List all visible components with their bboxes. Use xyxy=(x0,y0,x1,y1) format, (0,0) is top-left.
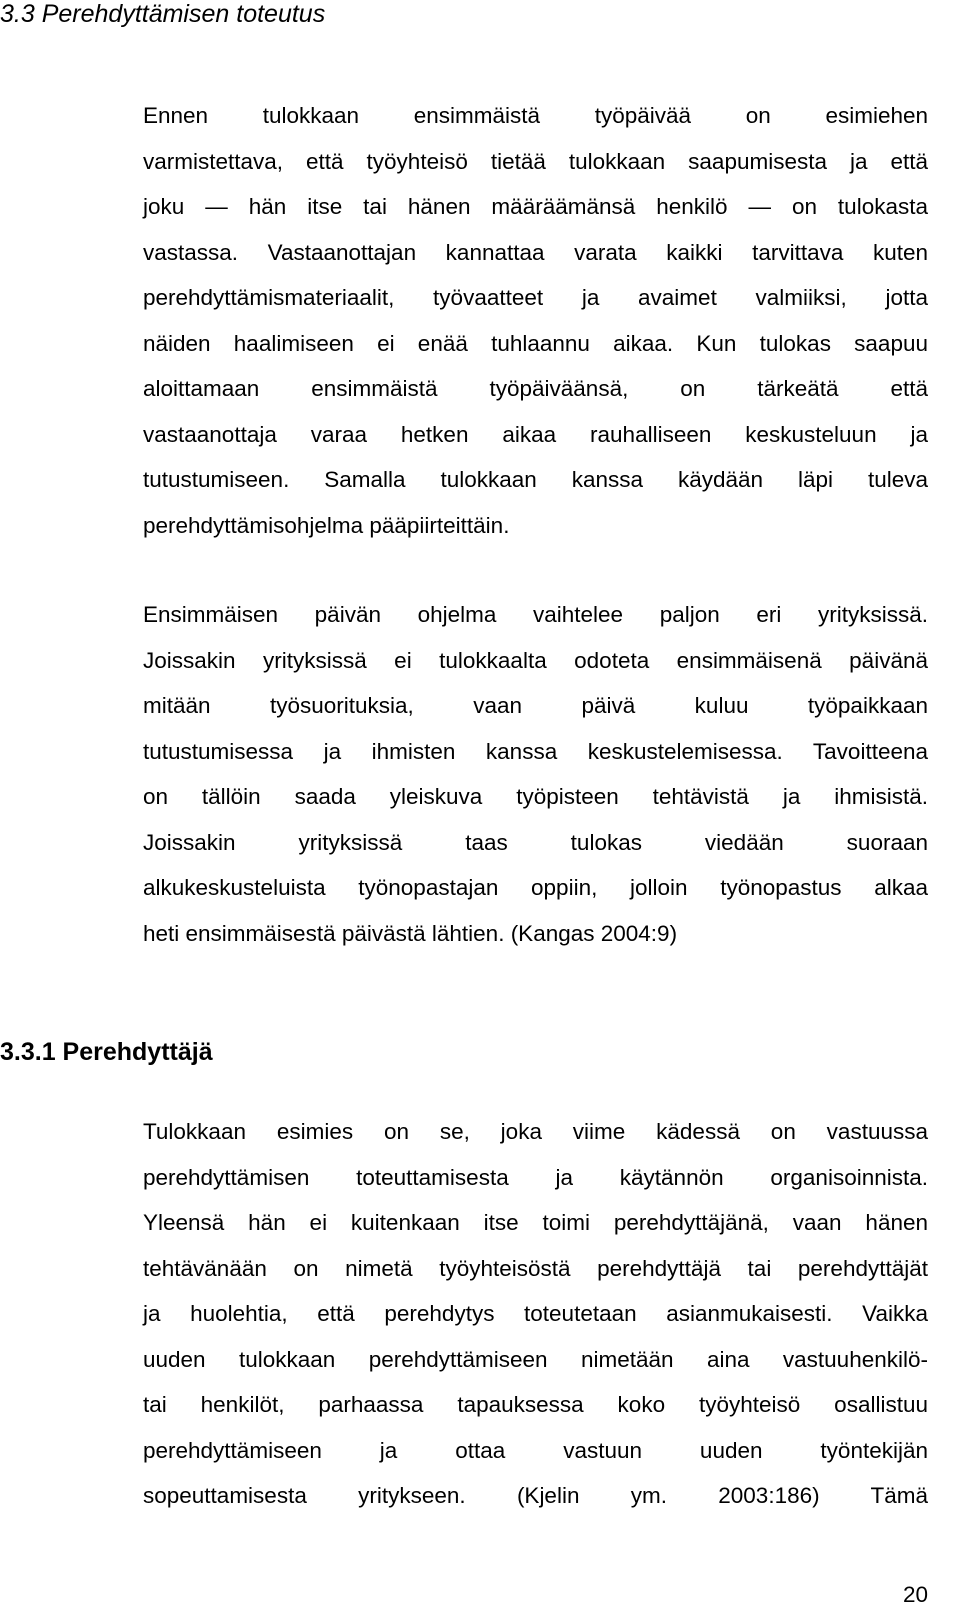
text-line: aloittamaan ensimmäistä työpäiväänsä, on tärkeätä että xyxy=(143,376,928,401)
text-line: vastassa. Vastaanottajan kannattaa varata kaikki tarvittava kuten xyxy=(143,239,928,265)
text-line: tutustumisessa ja ihmisten kanssa keskustelemisessa. Tavoitteena xyxy=(143,738,928,764)
text-line: varmistettava, että työyhteisö tietää tulokkaan saapumisesta ja että xyxy=(143,148,928,174)
paragraph-2 xyxy=(143,592,928,956)
text-line: Yleensä hän ei kuitenkaan itse toimi perehdyttäjänä, vaan hänen xyxy=(143,1210,928,1235)
text-line: tai henkilöt, parhaassa tapauksessa koko työyhteisö osallistuu xyxy=(143,1392,928,1417)
text-line: vastaanottaja varaa hetken aikaa rauhalliseen keskusteluun ja xyxy=(143,421,928,447)
text-line: Joissakin yrityksissä taas tulokas viedään suoraan xyxy=(143,829,928,855)
text-line: näiden haalimiseen ei enää tuhlaannu aikaa. Kun tulokas saapuu xyxy=(143,330,928,356)
text-line: Ennen tulokkaan ensimmäistä työpäivää on esimiehen xyxy=(143,103,928,128)
section-heading: 3.3 Perehdyttämisen toteutus xyxy=(0,0,326,28)
paragraph-1 xyxy=(143,93,928,548)
text-line: joku — hän itse tai hänen määräämänsä henkilö — on tulokasta xyxy=(143,194,928,219)
text-line: mitään työsuorituksia, vaan päivä kuluu työpaikkaan xyxy=(143,693,928,718)
text-line: tehtävänään on nimetä työyhteisöstä perehdyttäjä tai perehdyttäjät xyxy=(143,1255,928,1281)
text-line: perehdyttämisohjelma pääpiirteittäin. xyxy=(143,512,510,538)
page-number: 20 xyxy=(902,1582,928,1607)
text-line: perehdyttämismateriaalit, työvaatteet ja avaimet valmiiksi, jotta xyxy=(143,285,928,310)
text-line: Ensimmäisen päivän ohjelma vaihtelee paljon eri yrityksissä. xyxy=(143,602,928,627)
text-line: perehdyttämisen toteuttamisesta ja käytännön organisoinnista. xyxy=(143,1164,928,1190)
text-line: tutustumiseen. Samalla tulokkaan kanssa käydään läpi tuleva xyxy=(143,467,928,492)
paragraph-3 xyxy=(143,1109,928,1519)
text-line: heti ensimmäisestä päivästä lähtien. (Kangas 2004:9) xyxy=(143,920,678,946)
text-line: alkukeskusteluista työnopastajan oppiin, jolloin työnopastus alkaa xyxy=(143,875,928,900)
text-line: uuden tulokkaan perehdyttämiseen nimetään aina vastuuhenkilö- xyxy=(143,1346,928,1372)
text-line: Tulokkaan esimies on se, joka viime kädessä on vastuussa xyxy=(143,1119,928,1144)
text-line: perehdyttämiseen ja ottaa vastuun uuden työntekijän xyxy=(143,1437,928,1463)
text-line: Joissakin yrityksissä ei tulokkaalta odoteta ensimmäisenä päivänä xyxy=(143,647,928,673)
text-line: ja huolehtia, että perehdytys toteutetaan asianmukaisesti. Vaikka xyxy=(143,1301,928,1326)
text-line: on tällöin saada yleiskuva työpisteen tehtävistä ja ihmisistä. xyxy=(143,784,928,809)
text-line: sopeuttamisesta yritykseen. (Kjelin ym. 2003:186) Tämä xyxy=(143,1483,928,1508)
subsection-heading: 3.3.1 Perehdyttäjä xyxy=(0,1038,213,1066)
